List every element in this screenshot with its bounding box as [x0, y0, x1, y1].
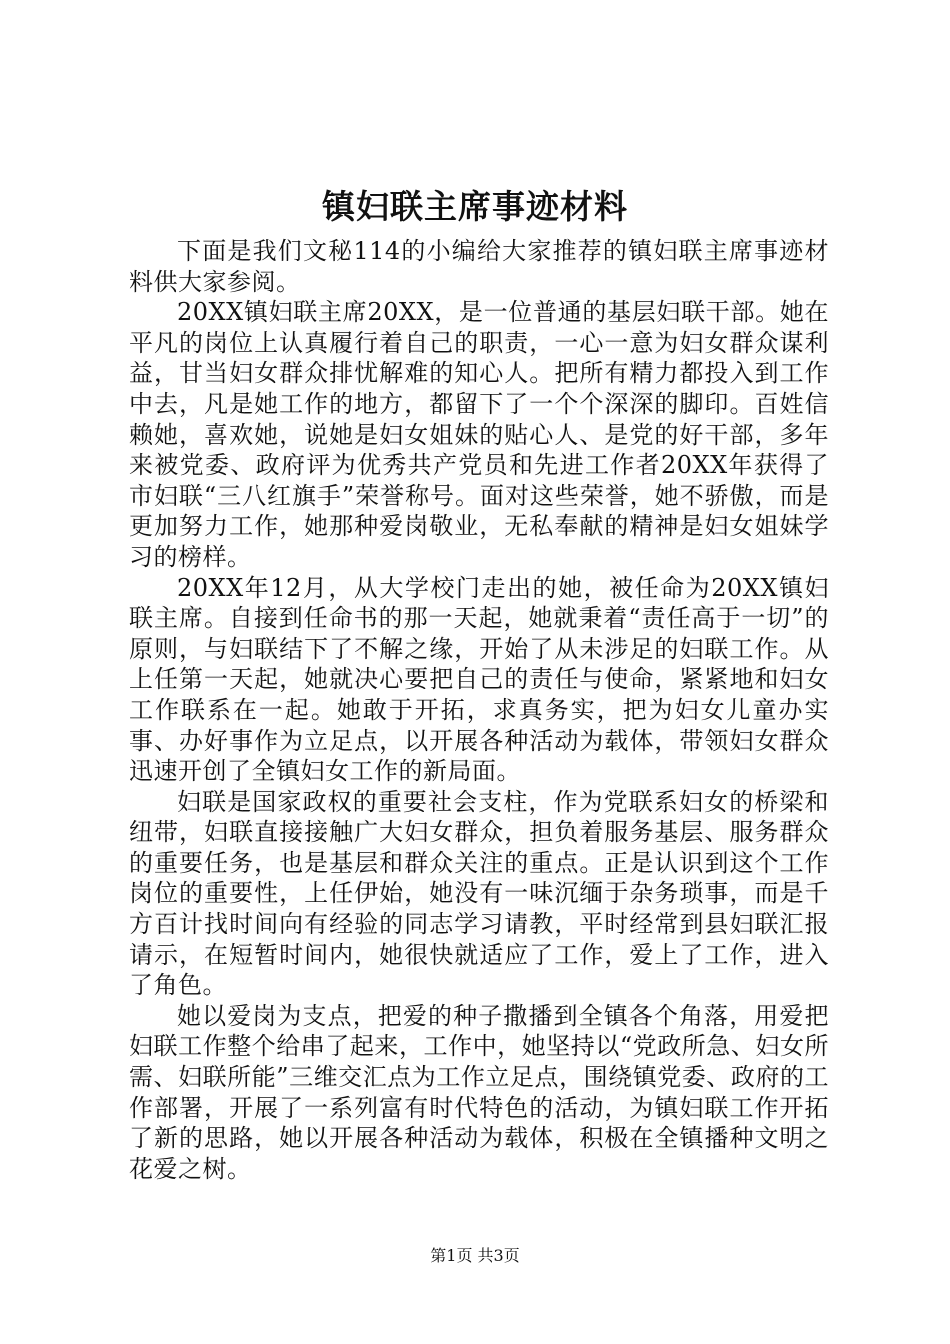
- paragraph-1: 下面是我们文秘114的小编给大家推荐的镇妇联主席事迹材料供大家参阅。: [129, 237, 829, 296]
- paragraph-5: 她以爱岗为支点，把爱的种子撒播到全镇各个角落，用爱把妇联工作整个给串了起来，工作中，她坚持以“党政所急、妇女所需、妇联所能”三维交汇点为工作立足点，围绕镇党委、政府的工作部署，开展了一系列富有时代特色的活动，为镇妇联工作开拓了新的思路，她以开展各种活动为载体，积极在全镇播种文明之花爱之树。: [129, 1001, 829, 1183]
- page-number-footer: 第1页 共3页: [430, 1246, 520, 1265]
- paragraph-3: 20XX年12月，从大学校门走出的她，被任命为20XX镇妇联主席。自接到任命书的那一天起，她就秉着“责任高于一切”的原则，与妇联结下了不解之缘，开始了从未涉足的妇联工作。从上任第一天起，她就决心要把自己的责任与使命，紧紧地和妇女工作联系在一起。她敢于开拓，求真务实，把为妇女儿童办实事、办好事作为立足点，以开展各种活动为载体，带领妇女群众迅速开创了全镇妇女工作的新局面。: [129, 573, 829, 786]
- document-title: 镇妇联主席事迹材料: [322, 187, 628, 226]
- paragraph-2: 20XX镇妇联主席20XX，是一位普通的基层妇联干部。她在平凡的岗位上认真履行着自己的职责，一心一意为妇女群众谋利益，甘当妇女群众排忧解难的知心人。把所有精力都投入到工作中去，凡是她工作的地方，都留下了一个个深深的脚印。百姓信赖她，喜欢她，说她是妇女姐妹的贴心人、是党的好干部，多年来被党委、政府评为优秀共产党员和先进工作者20XX年获得了市妇联“三八红旗手”荣誉称号。面对这些荣誉，她不骄傲，而是更加努力工作，她那种爱岗敬业，无私奉献的精神是妇女姐妹学习的榜样。: [129, 298, 829, 571]
- document-body: [129, 236, 829, 1184]
- paragraph-4: 妇联是国家政权的重要社会支柱，作为党联系妇女的桥梁和纽带，妇联直接接触广大妇女群众，担负着服务基层、服务群众的重要任务，也是基层和群众关注的重点。正是认识到这个工作岗位的重要性，上任伊始，她没有一味沉缅于杂务琐事，而是千方百计找时间向有经验的同志学习请教，平时经常到县妇联汇报请示，在短暂时间内，她很快就适应了工作，爱上了工作，进入了角色。: [129, 787, 829, 1000]
